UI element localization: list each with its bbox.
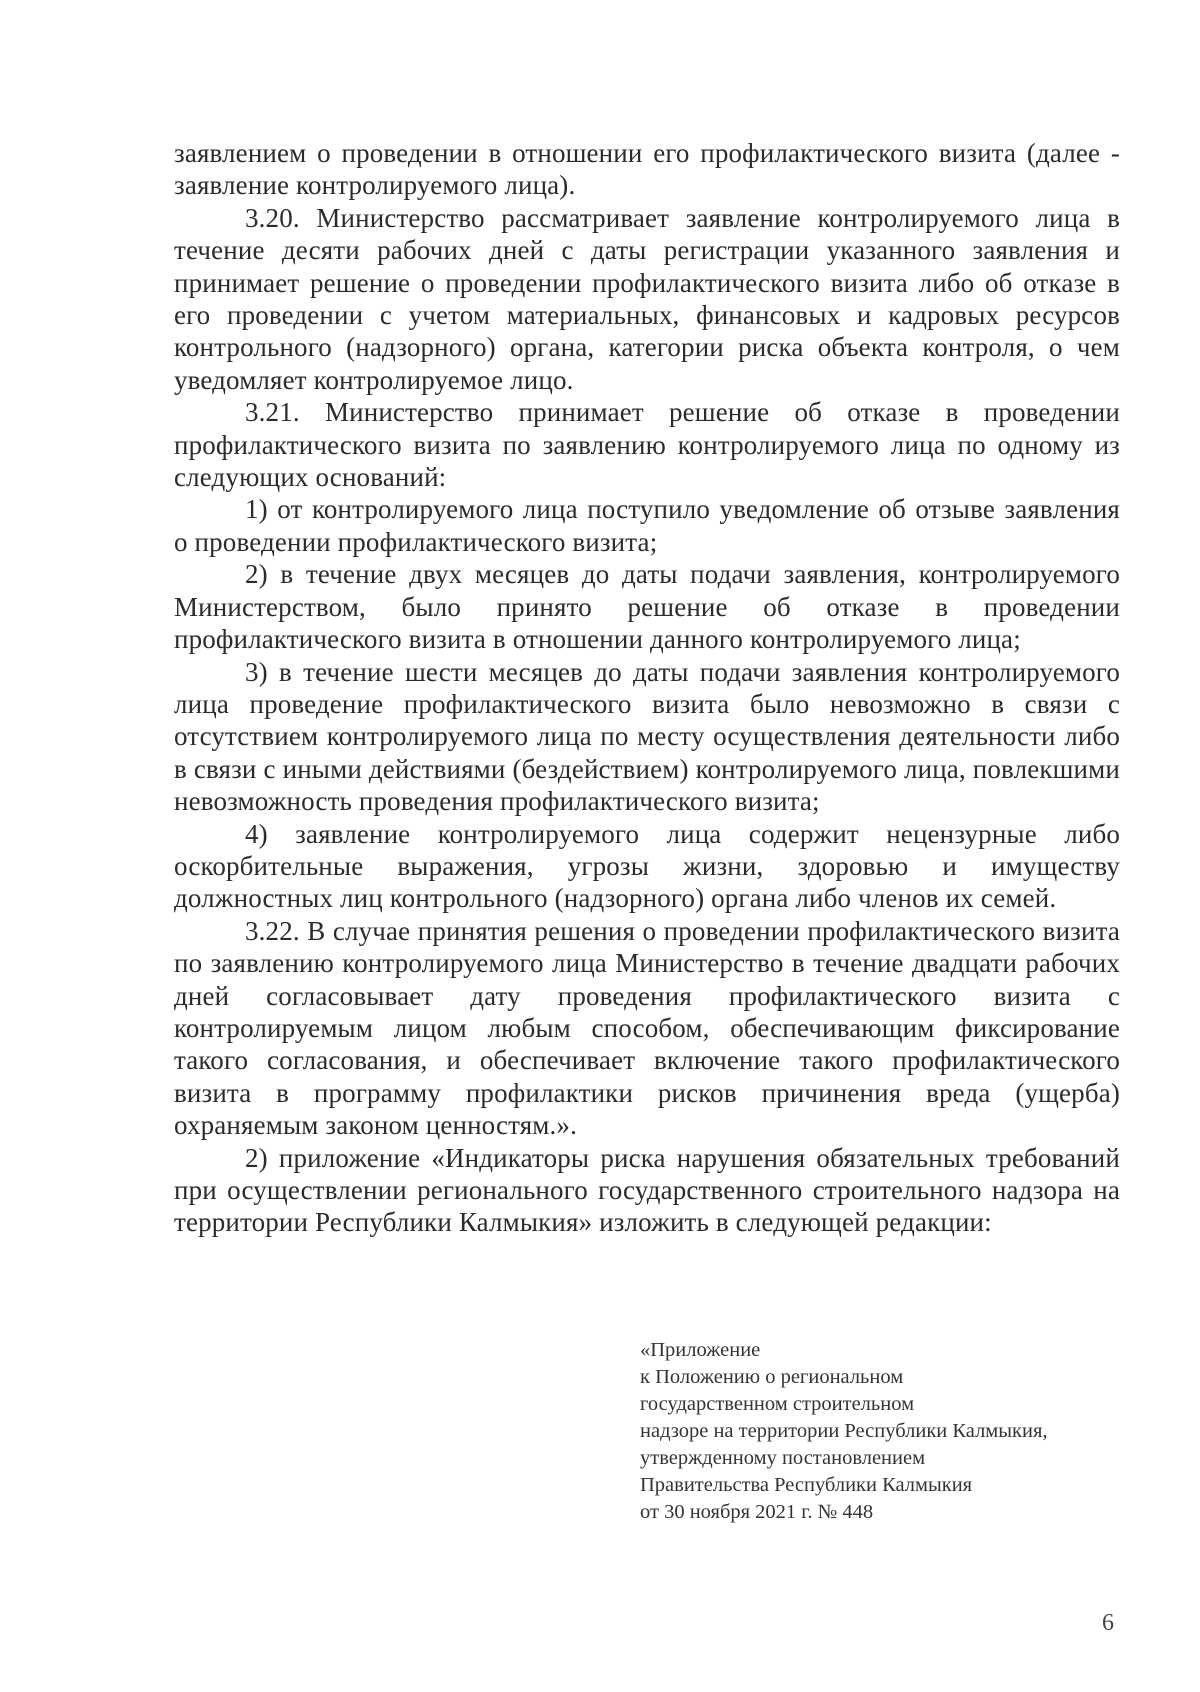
appendix-line: «Приложение — [640, 1339, 761, 1361]
paragraph-3-22: 3.22. В случае принятия решения о проведении профилактического визита по заявлению контролируемого лица Министерство в течение двадцати рабочих дней согласовывает дату проведения профилактического визита с контролируемым лицом любым способом, обеспечивающим фиксирование такого согласования, и обеспечивает включение такого профилактического визита в программу профилактики рисков причинения вреда (ущерба) охраняемым законом ценностям.». — [174, 915, 1120, 1141]
appendix-line: Правительства Республики Калмыкия — [640, 1474, 973, 1496]
paragraph-3-21: 3.21. Министерство принимает решение об отказе в проведении профилактического визита по заявлению контролируемого лица по одному из следующих оснований: — [174, 397, 1120, 493]
appendix-line: утвержденному постановлением — [640, 1447, 926, 1469]
list-item-3: 3) в течение шести месяцев до даты подачи заявления контролируемого лица проведение профилактического визита было невозможно в связи с отсутствием контролируемого лица по месту осуществления деятельности либо в связи с иными действиями (бездействием) контролируемого лица, повлекшими невозможность проведения профилактического визита; — [174, 656, 1120, 817]
list-item-1: 1) от контролируемого лица поступило уведомление об отзыве заявления о проведении профилактического визита; — [174, 494, 1120, 557]
appendix-line: от 30 ноября 2021 г. № 448 — [640, 1501, 874, 1523]
paragraph-continuation: заявлением о проведении в отношении его профилактического визита (далее - заявление контролируемого лица). — [174, 138, 1120, 201]
appendix-line: государственном строительном — [640, 1393, 915, 1415]
page-number: 6 — [1102, 1610, 1114, 1636]
list-item-4: 4) заявление контролируемого лица содержит нецензурные либо оскорбительные выражения, угрозы жизни, здоровью и имуществу должностных лиц контрольного (надзорного) органа либо членов их семей. — [174, 818, 1120, 914]
appendix-line: к Положению о региональном — [640, 1366, 904, 1388]
list-item-2: 2) в течение двух месяцев до даты подачи заявления, контролируемого Министерством, было принято решение об отказе в проведении профилактического визита в отношении данного контролируемого лица; — [174, 559, 1120, 655]
amendment-item-2: 2) приложение «Индикаторы риска нарушения обязательных требований при осуществлении регионального государственного строительного надзора на территории Республики Калмыкия» изложить в следующей редакции: — [174, 1142, 1120, 1238]
appendix-line: надзоре на территории Республики Калмыкия, — [640, 1420, 1048, 1442]
document-body — [174, 137, 1120, 1239]
appendix-header — [640, 1337, 1130, 1526]
paragraph-3-20: 3.20. Министерство рассматривает заявление контролируемого лица в течение десяти рабочих дней с даты регистрации указанного заявления и принимает решение о проведении профилактического визита либо об отказе в его проведении с учетом материальных, финансовых и кадровых ресурсов контрольного (надзорного) органа, категории риска объекта контроля, о чем уведомляет контролируемое лицо. — [174, 202, 1120, 395]
